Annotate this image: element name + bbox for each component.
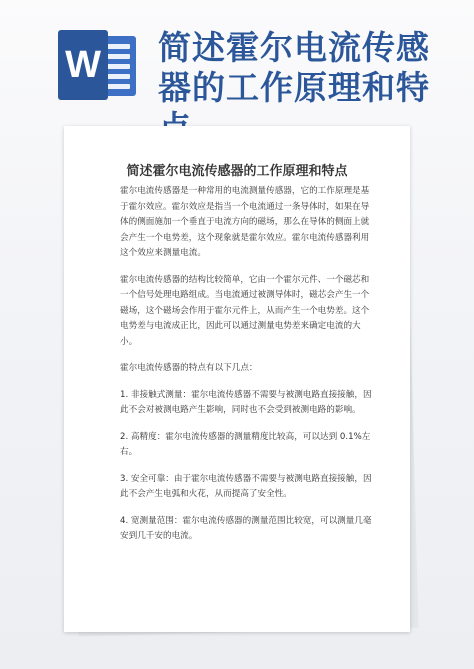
paragraph: 霍尔电流传感器的结构比较简单，它由一个霍尔元件、一个磁芯和一个信号处理电路组成。当电流通过被测导体时，磁芯会产生一个磁场，这个磁场会作用于霍尔元件上，从而产生一个电势差。这个电势差与电流成正比，因此可以通过测量电势差来确定电流的大小。 [120,274,370,347]
word-icon-front [58,30,108,100]
header [0,0,474,130]
paragraph: 霍尔电流传感器是一种常用的电流测量传感器，它的工作原理是基于霍尔效应。霍尔效应是指当一个电流通过一条导体时，如果在导体的侧面施加一个垂直于电流方向的磁场，那么在导体的侧面上就会产生一个电势差，这个现象就是霍尔效应。霍尔电流传感器利用这个效应来测量电流。 [120,186,370,258]
page-title: 简述霍尔电流传感器的工作原理和特 [158,28,430,107]
list-item: 1. 非接触式测量：霍尔电流传感器不需要与被测电路直接接触，因此不会对被测电路产生影响，同时也不会受到被测电路的影响。 [120,389,372,415]
list-item: 2. 高精度：霍尔电流传感器的测量精度比较高，可以达到 0.1%左右。 [120,431,371,457]
word-icon-letter: W [65,44,101,86]
document-page [64,126,410,632]
paragraph: 霍尔电流传感器的特点有以下几点： [120,363,258,373]
document-title: 简述霍尔电流传感器的工作原理和特点 [126,164,348,179]
list-item: 4. 宽测量范围：霍尔电流传感器的测量范围比较宽，可以测量几毫安到几千安的电流。 [120,515,372,541]
list-item: 3. 安全可靠：由于霍尔电流传感器不需要与被测电路直接接触，因此不会产生电弧和火花，从而提高了安全性。 [120,473,372,499]
word-icon [58,30,136,100]
document-body [120,184,376,556]
